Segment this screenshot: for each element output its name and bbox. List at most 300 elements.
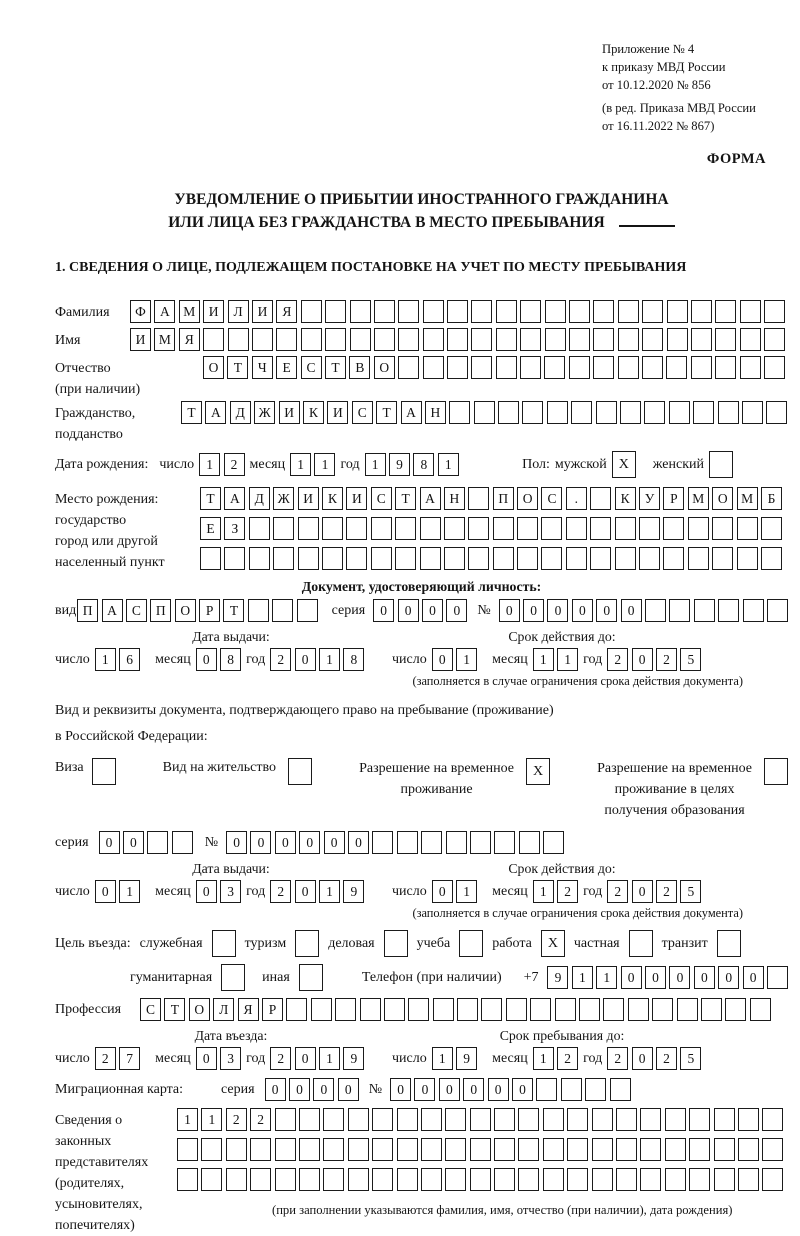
char-cell-empty[interactable] bbox=[92, 758, 116, 785]
char-cell-empty[interactable] bbox=[420, 517, 441, 540]
char-cell-empty[interactable] bbox=[520, 328, 541, 351]
char-cell-empty[interactable] bbox=[677, 998, 698, 1021]
char-cell-filled[interactable]: В bbox=[349, 356, 370, 379]
char-cell-filled[interactable]: Д bbox=[230, 401, 251, 424]
char-cell-empty[interactable] bbox=[147, 831, 168, 854]
char-cell-empty[interactable] bbox=[459, 930, 483, 957]
char-cell-empty[interactable] bbox=[762, 1108, 783, 1131]
char-cell-empty[interactable] bbox=[691, 300, 712, 323]
char-cell-empty[interactable] bbox=[398, 300, 419, 323]
char-cell-empty[interactable] bbox=[275, 1108, 296, 1131]
char-cell-filled[interactable]: Ч bbox=[252, 356, 273, 379]
char-cell-filled[interactable]: С bbox=[371, 487, 392, 510]
char-cell-filled[interactable]: А bbox=[224, 487, 245, 510]
char-cell-empty[interactable] bbox=[346, 517, 367, 540]
char-cell-filled[interactable]: . bbox=[566, 487, 587, 510]
char-cell-filled[interactable]: И bbox=[298, 487, 319, 510]
char-cell-empty[interactable] bbox=[518, 1108, 539, 1131]
char-cell-filled[interactable]: 1 bbox=[201, 1108, 222, 1131]
char-cell-empty[interactable] bbox=[592, 1168, 613, 1191]
char-cell-filled[interactable]: 0 bbox=[694, 966, 715, 989]
char-cell-empty[interactable] bbox=[666, 356, 687, 379]
char-cell-empty[interactable] bbox=[593, 328, 614, 351]
char-cell-empty[interactable] bbox=[445, 1168, 466, 1191]
char-cell-empty[interactable] bbox=[372, 831, 393, 854]
char-cell-empty[interactable] bbox=[618, 356, 639, 379]
char-cell-empty[interactable] bbox=[715, 300, 736, 323]
char-cell-filled[interactable]: 9 bbox=[456, 1047, 477, 1070]
char-cell-filled[interactable]: 3 bbox=[220, 1047, 241, 1070]
char-cell-filled[interactable]: 0 bbox=[299, 831, 320, 854]
char-cell-filled[interactable]: 0 bbox=[718, 966, 739, 989]
char-cell-filled[interactable]: 1 bbox=[533, 880, 554, 903]
char-cell-empty[interactable] bbox=[470, 1138, 491, 1161]
char-cell-empty[interactable] bbox=[691, 328, 712, 351]
char-cell-empty[interactable] bbox=[276, 328, 297, 351]
char-cell-filled[interactable]: 1 bbox=[596, 966, 617, 989]
char-cell-filled[interactable]: Ж bbox=[273, 487, 294, 510]
char-cell-filled[interactable]: 0 bbox=[295, 648, 316, 671]
char-cell-empty[interactable] bbox=[714, 1108, 735, 1131]
char-cell-filled[interactable]: 0 bbox=[123, 831, 144, 854]
char-cell-filled[interactable]: 1 bbox=[319, 648, 340, 671]
char-cell-empty[interactable] bbox=[543, 1108, 564, 1131]
char-cell-filled[interactable]: 2 bbox=[270, 880, 291, 903]
char-cell-empty[interactable] bbox=[545, 328, 566, 351]
char-cell-empty[interactable] bbox=[496, 356, 517, 379]
char-cell-empty[interactable] bbox=[445, 1138, 466, 1161]
char-cell-empty[interactable] bbox=[593, 300, 614, 323]
char-cell-empty[interactable] bbox=[518, 1168, 539, 1191]
char-cell-empty[interactable] bbox=[468, 517, 489, 540]
char-cell-empty[interactable] bbox=[740, 328, 761, 351]
char-cell-filled[interactable]: 2 bbox=[656, 880, 677, 903]
char-cell-filled[interactable]: 2 bbox=[656, 648, 677, 671]
char-cell-filled[interactable]: И bbox=[130, 328, 151, 351]
char-cell-empty[interactable] bbox=[689, 1108, 710, 1131]
char-cell-empty[interactable] bbox=[665, 1168, 686, 1191]
char-cell-empty[interactable] bbox=[717, 930, 741, 957]
char-cell-filled[interactable]: 1 bbox=[199, 453, 220, 476]
char-cell-filled[interactable]: 2 bbox=[270, 648, 291, 671]
char-cell-filled[interactable]: 2 bbox=[607, 648, 628, 671]
char-cell-empty[interactable] bbox=[249, 547, 270, 570]
char-cell-empty[interactable] bbox=[398, 356, 419, 379]
char-cell-empty[interactable] bbox=[569, 328, 590, 351]
char-cell-empty[interactable] bbox=[398, 328, 419, 351]
char-cell-empty[interactable] bbox=[567, 1168, 588, 1191]
char-cell-empty[interactable] bbox=[471, 328, 492, 351]
char-cell-empty[interactable] bbox=[397, 1138, 418, 1161]
char-cell-empty[interactable] bbox=[555, 998, 576, 1021]
char-cell-empty[interactable] bbox=[203, 328, 224, 351]
char-cell-empty[interactable] bbox=[762, 1168, 783, 1191]
char-cell-empty[interactable] bbox=[494, 1138, 515, 1161]
char-cell-empty[interactable] bbox=[667, 328, 688, 351]
char-cell-empty[interactable] bbox=[248, 599, 269, 622]
char-cell-empty[interactable] bbox=[740, 300, 761, 323]
char-cell-filled[interactable]: Р bbox=[663, 487, 684, 510]
char-cell-filled[interactable]: 0 bbox=[226, 831, 247, 854]
char-cell-empty[interactable] bbox=[520, 356, 541, 379]
char-cell-empty[interactable] bbox=[288, 758, 312, 785]
char-cell-empty[interactable] bbox=[691, 356, 712, 379]
char-cell-empty[interactable] bbox=[322, 517, 343, 540]
char-cell-empty[interactable] bbox=[397, 831, 418, 854]
char-cell-empty[interactable] bbox=[667, 300, 688, 323]
char-cell-filled[interactable]: 0 bbox=[196, 880, 217, 903]
char-cell-filled[interactable]: Д bbox=[249, 487, 270, 510]
char-cell-filled[interactable]: Р bbox=[199, 599, 220, 622]
char-cell-filled[interactable]: 0 bbox=[499, 599, 520, 622]
char-cell-filled[interactable]: М bbox=[179, 300, 200, 323]
char-cell-empty[interactable] bbox=[642, 356, 663, 379]
char-cell-filled[interactable]: 1 bbox=[314, 453, 335, 476]
char-cell-filled[interactable]: С bbox=[140, 998, 161, 1021]
char-cell-filled[interactable]: Ф bbox=[130, 300, 151, 323]
char-cell-empty[interactable] bbox=[590, 487, 611, 510]
char-cell-empty[interactable] bbox=[561, 1078, 582, 1101]
char-cell-empty[interactable] bbox=[350, 300, 371, 323]
char-cell-empty[interactable] bbox=[372, 1138, 393, 1161]
char-cell-empty[interactable] bbox=[421, 1168, 442, 1191]
char-cell-empty[interactable] bbox=[579, 998, 600, 1021]
char-cell-empty[interactable] bbox=[642, 300, 663, 323]
char-cell-filled[interactable]: 8 bbox=[220, 648, 241, 671]
char-cell-filled[interactable]: П bbox=[77, 599, 98, 622]
char-cell-filled[interactable]: Р bbox=[262, 998, 283, 1021]
char-cell-empty[interactable] bbox=[471, 356, 492, 379]
char-cell-filled[interactable]: А bbox=[102, 599, 123, 622]
char-cell-empty[interactable] bbox=[295, 930, 319, 957]
char-cell-filled[interactable]: 0 bbox=[422, 599, 443, 622]
char-cell-empty[interactable] bbox=[228, 328, 249, 351]
char-cell-empty[interactable] bbox=[543, 1168, 564, 1191]
char-cell-empty[interactable] bbox=[395, 547, 416, 570]
char-cell-filled[interactable]: 0 bbox=[313, 1078, 334, 1101]
char-cell-empty[interactable] bbox=[323, 1168, 344, 1191]
char-cell-empty[interactable] bbox=[249, 517, 270, 540]
char-cell-filled[interactable]: 1 bbox=[456, 648, 477, 671]
char-cell-filled[interactable]: 2 bbox=[250, 1108, 271, 1131]
char-cell-filled[interactable]: 0 bbox=[348, 831, 369, 854]
char-cell-empty[interactable] bbox=[323, 1108, 344, 1131]
char-cell-filled[interactable]: С bbox=[541, 487, 562, 510]
char-cell-empty[interactable] bbox=[444, 517, 465, 540]
char-cell-empty[interactable] bbox=[738, 1168, 759, 1191]
char-cell-filled[interactable]: С bbox=[352, 401, 373, 424]
char-cell-empty[interactable] bbox=[395, 517, 416, 540]
char-cell-filled[interactable]: Е bbox=[276, 356, 297, 379]
char-cell-empty[interactable] bbox=[372, 1108, 393, 1131]
char-cell-filled[interactable]: 0 bbox=[439, 1078, 460, 1101]
char-cell-empty[interactable] bbox=[517, 547, 538, 570]
char-cell-filled[interactable]: 0 bbox=[414, 1078, 435, 1101]
char-cell-empty[interactable] bbox=[470, 831, 491, 854]
char-cell-empty[interactable] bbox=[590, 547, 611, 570]
char-cell-filled[interactable]: П bbox=[493, 487, 514, 510]
char-cell-filled[interactable]: 0 bbox=[390, 1078, 411, 1101]
char-cell-empty[interactable] bbox=[714, 1138, 735, 1161]
char-cell-filled[interactable]: 0 bbox=[295, 1047, 316, 1070]
char-cell-empty[interactable] bbox=[740, 356, 761, 379]
char-cell-empty[interactable] bbox=[346, 547, 367, 570]
char-cell-empty[interactable] bbox=[374, 300, 395, 323]
char-cell-filled[interactable]: 0 bbox=[547, 599, 568, 622]
char-cell-filled[interactable]: 0 bbox=[373, 599, 394, 622]
char-cell-empty[interactable] bbox=[618, 328, 639, 351]
char-cell-filled[interactable]: О bbox=[517, 487, 538, 510]
char-cell-filled[interactable]: 0 bbox=[488, 1078, 509, 1101]
char-cell-empty[interactable] bbox=[325, 328, 346, 351]
char-cell-filled[interactable]: 0 bbox=[596, 599, 617, 622]
char-cell-empty[interactable] bbox=[541, 517, 562, 540]
char-cell-filled[interactable]: 1 bbox=[119, 880, 140, 903]
char-cell-empty[interactable] bbox=[714, 1168, 735, 1191]
char-cell-filled[interactable]: К bbox=[303, 401, 324, 424]
char-cell-empty[interactable] bbox=[615, 517, 636, 540]
char-cell-filled[interactable]: 0 bbox=[95, 880, 116, 903]
char-cell-empty[interactable] bbox=[603, 998, 624, 1021]
char-cell-empty[interactable] bbox=[616, 1168, 637, 1191]
char-cell-empty[interactable] bbox=[694, 599, 715, 622]
char-cell-empty[interactable] bbox=[767, 599, 788, 622]
char-cell-empty[interactable] bbox=[750, 998, 771, 1021]
char-cell-empty[interactable] bbox=[226, 1168, 247, 1191]
char-cell-filled[interactable]: 0 bbox=[196, 1047, 217, 1070]
char-cell-filled[interactable]: 2 bbox=[224, 453, 245, 476]
char-cell-empty[interactable] bbox=[569, 356, 590, 379]
char-cell-empty[interactable] bbox=[567, 1138, 588, 1161]
char-cell-empty[interactable] bbox=[446, 831, 467, 854]
char-cell-empty[interactable] bbox=[620, 401, 641, 424]
char-cell-filled[interactable]: 2 bbox=[95, 1047, 116, 1070]
char-cell-filled[interactable]: Т bbox=[164, 998, 185, 1021]
char-cell-filled[interactable]: Н bbox=[425, 401, 446, 424]
char-cell-filled[interactable]: 5 bbox=[680, 1047, 701, 1070]
char-cell-filled[interactable]: О bbox=[374, 356, 395, 379]
char-cell-filled[interactable]: 9 bbox=[343, 1047, 364, 1070]
char-cell-empty[interactable] bbox=[299, 1108, 320, 1131]
char-cell-empty[interactable] bbox=[226, 1138, 247, 1161]
char-cell-filled[interactable]: 1 bbox=[572, 966, 593, 989]
char-cell-empty[interactable] bbox=[712, 547, 733, 570]
char-cell-filled[interactable]: Т bbox=[200, 487, 221, 510]
char-cell-filled[interactable]: М bbox=[688, 487, 709, 510]
char-cell-filled[interactable]: 5 bbox=[680, 880, 701, 903]
char-cell-filled[interactable]: 0 bbox=[632, 1047, 653, 1070]
char-cell-empty[interactable] bbox=[639, 517, 660, 540]
char-cell-empty[interactable] bbox=[348, 1138, 369, 1161]
char-cell-filled[interactable]: 2 bbox=[557, 1047, 578, 1070]
char-cell-empty[interactable] bbox=[592, 1108, 613, 1131]
char-cell-filled[interactable]: И bbox=[279, 401, 300, 424]
char-cell-empty[interactable] bbox=[522, 401, 543, 424]
char-cell-empty[interactable] bbox=[221, 964, 245, 991]
char-cell-filled[interactable]: С bbox=[126, 599, 147, 622]
char-cell-empty[interactable] bbox=[761, 517, 782, 540]
char-cell-filled[interactable]: Я bbox=[238, 998, 259, 1021]
char-cell-empty[interactable] bbox=[447, 356, 468, 379]
char-cell-filled[interactable]: О bbox=[189, 998, 210, 1021]
char-cell-empty[interactable] bbox=[371, 517, 392, 540]
char-cell-empty[interactable] bbox=[545, 300, 566, 323]
char-cell-empty[interactable] bbox=[764, 328, 785, 351]
char-cell-empty[interactable] bbox=[201, 1138, 222, 1161]
char-cell-filled[interactable]: X bbox=[541, 930, 565, 957]
char-cell-filled[interactable]: Е bbox=[200, 517, 221, 540]
char-cell-filled[interactable]: 5 bbox=[680, 648, 701, 671]
char-cell-filled[interactable]: 1 bbox=[557, 648, 578, 671]
char-cell-empty[interactable] bbox=[299, 1168, 320, 1191]
char-cell-empty[interactable] bbox=[715, 328, 736, 351]
char-cell-filled[interactable]: Т bbox=[395, 487, 416, 510]
char-cell-empty[interactable] bbox=[761, 547, 782, 570]
char-cell-empty[interactable] bbox=[618, 300, 639, 323]
char-cell-empty[interactable] bbox=[250, 1138, 271, 1161]
char-cell-empty[interactable] bbox=[447, 300, 468, 323]
char-cell-empty[interactable] bbox=[530, 998, 551, 1021]
char-cell-empty[interactable] bbox=[325, 300, 346, 323]
char-cell-filled[interactable]: И bbox=[327, 401, 348, 424]
char-cell-empty[interactable] bbox=[421, 1108, 442, 1131]
char-cell-filled[interactable]: 0 bbox=[196, 648, 217, 671]
char-cell-filled[interactable]: Я bbox=[179, 328, 200, 351]
char-cell-empty[interactable] bbox=[471, 300, 492, 323]
char-cell-filled[interactable]: 2 bbox=[607, 1047, 628, 1070]
char-cell-empty[interactable] bbox=[766, 401, 787, 424]
char-cell-empty[interactable] bbox=[201, 1168, 222, 1191]
char-cell-empty[interactable] bbox=[541, 547, 562, 570]
char-cell-filled[interactable]: 3 bbox=[220, 880, 241, 903]
char-cell-filled[interactable]: 9 bbox=[547, 966, 568, 989]
char-cell-filled[interactable]: 0 bbox=[632, 880, 653, 903]
char-cell-filled[interactable]: 0 bbox=[324, 831, 345, 854]
char-cell-empty[interactable] bbox=[519, 831, 540, 854]
char-cell-filled[interactable]: Л bbox=[213, 998, 234, 1021]
char-cell-filled[interactable]: 0 bbox=[250, 831, 271, 854]
char-cell-empty[interactable] bbox=[738, 1138, 759, 1161]
char-cell-filled[interactable]: А bbox=[154, 300, 175, 323]
char-cell-filled[interactable]: З bbox=[224, 517, 245, 540]
char-cell-empty[interactable] bbox=[299, 1138, 320, 1161]
char-cell-filled[interactable]: 0 bbox=[446, 599, 467, 622]
char-cell-filled[interactable]: Л bbox=[228, 300, 249, 323]
char-cell-filled[interactable]: 0 bbox=[621, 966, 642, 989]
char-cell-empty[interactable] bbox=[640, 1168, 661, 1191]
char-cell-empty[interactable] bbox=[498, 401, 519, 424]
char-cell-empty[interactable] bbox=[444, 547, 465, 570]
char-cell-empty[interactable] bbox=[628, 998, 649, 1021]
char-cell-empty[interactable] bbox=[709, 451, 733, 478]
char-cell-empty[interactable] bbox=[360, 998, 381, 1021]
char-cell-filled[interactable]: 1 bbox=[177, 1108, 198, 1131]
char-cell-empty[interactable] bbox=[468, 487, 489, 510]
char-cell-empty[interactable] bbox=[273, 517, 294, 540]
char-cell-filled[interactable]: О bbox=[175, 599, 196, 622]
char-cell-filled[interactable]: К bbox=[615, 487, 636, 510]
char-cell-empty[interactable] bbox=[493, 547, 514, 570]
char-cell-empty[interactable] bbox=[610, 1078, 631, 1101]
char-cell-empty[interactable] bbox=[177, 1138, 198, 1161]
char-cell-empty[interactable] bbox=[449, 401, 470, 424]
char-cell-empty[interactable] bbox=[585, 1078, 606, 1101]
char-cell-empty[interactable] bbox=[669, 401, 690, 424]
char-cell-filled[interactable]: 1 bbox=[533, 648, 554, 671]
char-cell-filled[interactable]: 2 bbox=[557, 880, 578, 903]
char-cell-empty[interactable] bbox=[311, 998, 332, 1021]
char-cell-empty[interactable] bbox=[616, 1108, 637, 1131]
char-cell-empty[interactable] bbox=[397, 1168, 418, 1191]
char-cell-empty[interactable] bbox=[172, 831, 193, 854]
char-cell-empty[interactable] bbox=[615, 547, 636, 570]
char-cell-filled[interactable]: 2 bbox=[656, 1047, 677, 1070]
char-cell-filled[interactable]: 6 bbox=[119, 648, 140, 671]
char-cell-filled[interactable]: К bbox=[322, 487, 343, 510]
char-cell-filled[interactable]: 0 bbox=[621, 599, 642, 622]
char-cell-empty[interactable] bbox=[494, 831, 515, 854]
char-cell-empty[interactable] bbox=[474, 401, 495, 424]
char-cell-filled[interactable]: 0 bbox=[669, 966, 690, 989]
char-cell-filled[interactable]: Б bbox=[761, 487, 782, 510]
char-cell-empty[interactable] bbox=[496, 328, 517, 351]
char-cell-empty[interactable] bbox=[374, 328, 395, 351]
char-cell-empty[interactable] bbox=[423, 300, 444, 323]
char-cell-empty[interactable] bbox=[590, 517, 611, 540]
char-cell-filled[interactable]: 1 bbox=[290, 453, 311, 476]
char-cell-empty[interactable] bbox=[762, 1138, 783, 1161]
char-cell-empty[interactable] bbox=[517, 517, 538, 540]
char-cell-empty[interactable] bbox=[298, 517, 319, 540]
char-cell-empty[interactable] bbox=[689, 1138, 710, 1161]
char-cell-empty[interactable] bbox=[457, 998, 478, 1021]
char-cell-filled[interactable]: X bbox=[612, 451, 636, 478]
char-cell-empty[interactable] bbox=[397, 1108, 418, 1131]
char-cell-empty[interactable] bbox=[693, 401, 714, 424]
char-cell-empty[interactable] bbox=[421, 831, 442, 854]
char-cell-filled[interactable]: У bbox=[639, 487, 660, 510]
char-cell-empty[interactable] bbox=[663, 517, 684, 540]
char-cell-filled[interactable]: 0 bbox=[338, 1078, 359, 1101]
char-cell-filled[interactable]: 9 bbox=[343, 880, 364, 903]
char-cell-empty[interactable] bbox=[348, 1168, 369, 1191]
char-cell-empty[interactable] bbox=[652, 998, 673, 1021]
char-cell-empty[interactable] bbox=[286, 998, 307, 1021]
char-cell-empty[interactable] bbox=[544, 356, 565, 379]
char-cell-filled[interactable]: 8 bbox=[413, 453, 434, 476]
char-cell-empty[interactable] bbox=[593, 356, 614, 379]
char-cell-empty[interactable] bbox=[506, 998, 527, 1021]
char-cell-filled[interactable]: Н bbox=[444, 487, 465, 510]
char-cell-empty[interactable] bbox=[712, 517, 733, 540]
char-cell-empty[interactable] bbox=[470, 1108, 491, 1131]
char-cell-filled[interactable]: 8 bbox=[343, 648, 364, 671]
char-cell-empty[interactable] bbox=[689, 1168, 710, 1191]
char-cell-empty[interactable] bbox=[665, 1108, 686, 1131]
char-cell-empty[interactable] bbox=[743, 599, 764, 622]
char-cell-empty[interactable] bbox=[384, 930, 408, 957]
char-cell-empty[interactable] bbox=[433, 998, 454, 1021]
char-cell-filled[interactable]: М bbox=[737, 487, 758, 510]
char-cell-empty[interactable] bbox=[642, 328, 663, 351]
char-cell-empty[interactable] bbox=[547, 401, 568, 424]
char-cell-empty[interactable] bbox=[663, 547, 684, 570]
char-cell-empty[interactable] bbox=[543, 831, 564, 854]
char-cell-empty[interactable] bbox=[566, 517, 587, 540]
char-cell-filled[interactable]: И bbox=[346, 487, 367, 510]
char-cell-filled[interactable]: 1 bbox=[319, 1047, 340, 1070]
char-cell-empty[interactable] bbox=[273, 547, 294, 570]
